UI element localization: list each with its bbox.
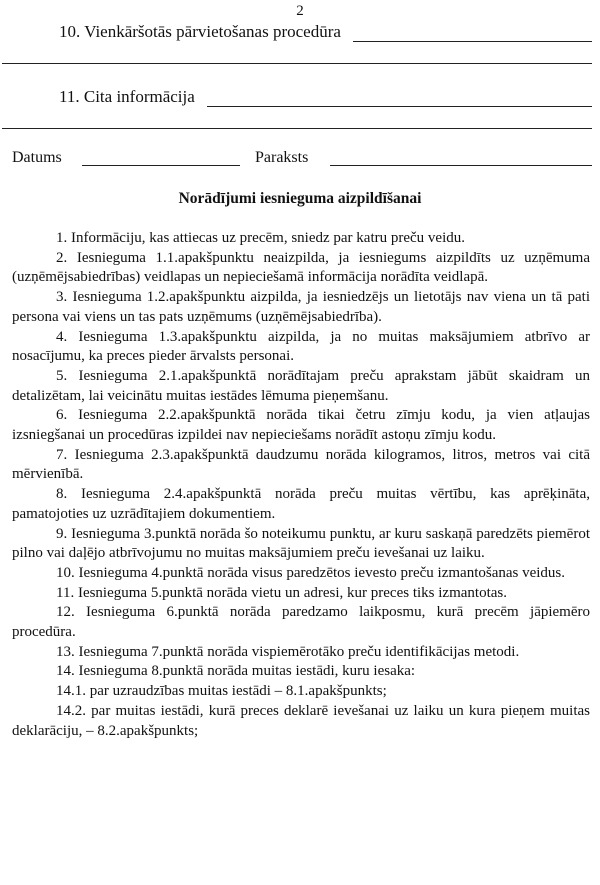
instruction-paragraph: 2. Iesnieguma 1.1.apakšpunktu neaizpilda, ja iesniegums aizpildīts uz uzņēmuma (uzņēmējsabiedrības) veidlapas un nepieciešamā informācija norādīta veidlapā. (12, 249, 590, 286)
instructions-body (12, 229, 590, 741)
instruction-paragraph: 12. Iesnieguma 6.punktā norāda paredzamo laikposmu, kurā precēm jāpiemēro procedūra. (12, 604, 590, 641)
instruction-paragraph: 7. Iesnieguma 2.3.apakšpunktā daudzumu norāda kilogramos, litros, metros vai citā mērvienībā. (12, 446, 590, 483)
sign-row (12, 147, 592, 169)
instruction-paragraph: 14.2. par muitas iestādi, kurā preces deklarē ievešanai uz laiku un kura pieņem muitas deklarāciju, – 8.2.apakšpunkts; (12, 702, 590, 739)
date-line[interactable] (82, 165, 240, 166)
instruction-paragraph: 9. Iesnieguma 3.punktā norāda šo noteikumu punktu, ar kuru saskaņā paredzēts piemērot pilno vai daļējo atbrīvojumu no muitas maksājumiem preču ievešanai uz laiku. (12, 525, 590, 562)
field-other-info (59, 87, 592, 107)
instruction-paragraph: 8. Iesnieguma 2.4.apakšpunktā norāda preču muitas vērtību, kas aprēķināta, pamatojoties uz uzrādītajiem dokumentiem. (12, 486, 590, 522)
instruction-paragraph: 13. Iesnieguma 7.punktā norāda vispiemērotāko preču identifikācijas metodi. (56, 643, 520, 660)
page-number: 2 (296, 3, 304, 19)
instruction-paragraph: 5. Iesnieguma 2.1.apakšpunktā norādītajam preču aprakstam jābūt skaidram un detalizētam, lai veicinātu muitas iestādes lēmuma pieņemšanu. (12, 367, 590, 404)
instruction-paragraph: 11. Iesnieguma 5.punktā norāda vietu un adresi, kur preces tiks izmantotas. (56, 584, 507, 601)
field-other-info-line[interactable] (207, 92, 592, 107)
signature-line[interactable] (330, 165, 592, 166)
instructions-title: Norādījumi iesnieguma aizpildīšanai (178, 190, 422, 207)
field-simplified-transfer-continuation-line[interactable] (2, 63, 592, 64)
field-other-info-label: 11. Cita informācija (59, 87, 195, 106)
field-simplified-transfer-line[interactable] (353, 27, 592, 42)
field-other-info-continuation-line[interactable] (2, 128, 592, 129)
date-label: Datums (12, 149, 62, 166)
instruction-paragraph: 14.1. par uzraudzības muitas iestādi – 8.1.apakšpunkts; (56, 683, 387, 700)
instruction-paragraph: 14. Iesnieguma 8.punktā norāda muitas iestādi, kuru iesaka: (56, 663, 416, 680)
instruction-paragraph: 6. Iesnieguma 2.2.apakšpunktā norāda tikai četru zīmju kodu, ja vien atļaujas izsniegšanai un procedūras izpildei nav nepieciešams norādīt astoņu zīmju kodu. (12, 407, 590, 444)
instruction-paragraph: 1. Informāciju, kas attiecas uz precēm, sniedz par katru preču veidu. (56, 230, 465, 246)
field-simplified-transfer (59, 22, 592, 42)
field-simplified-transfer-label: 10. Vienkāršotās pārvietošanas procedūra (59, 22, 341, 41)
instruction-paragraph: 10. Iesnieguma 4.punktā norāda visus paredzētos ievesto preču izmantošanas veidus. (56, 564, 566, 581)
instruction-paragraph: 3. Iesnieguma 1.2.apakšpunktu aizpilda, ja iesniedzējs un lietotājs nav viena un tā pati persona vai viens un tas pats uzņēmums (uzņēmējsabiedrība). (12, 289, 590, 325)
instruction-paragraph: 4. Iesnieguma 1.3.apakšpunktu aizpilda, ja no muitas maksājumiem atbrīvo ar nosacījumu, ka preces pieder ārvalsts personai. (12, 328, 590, 365)
signature-label: Paraksts (255, 149, 309, 166)
